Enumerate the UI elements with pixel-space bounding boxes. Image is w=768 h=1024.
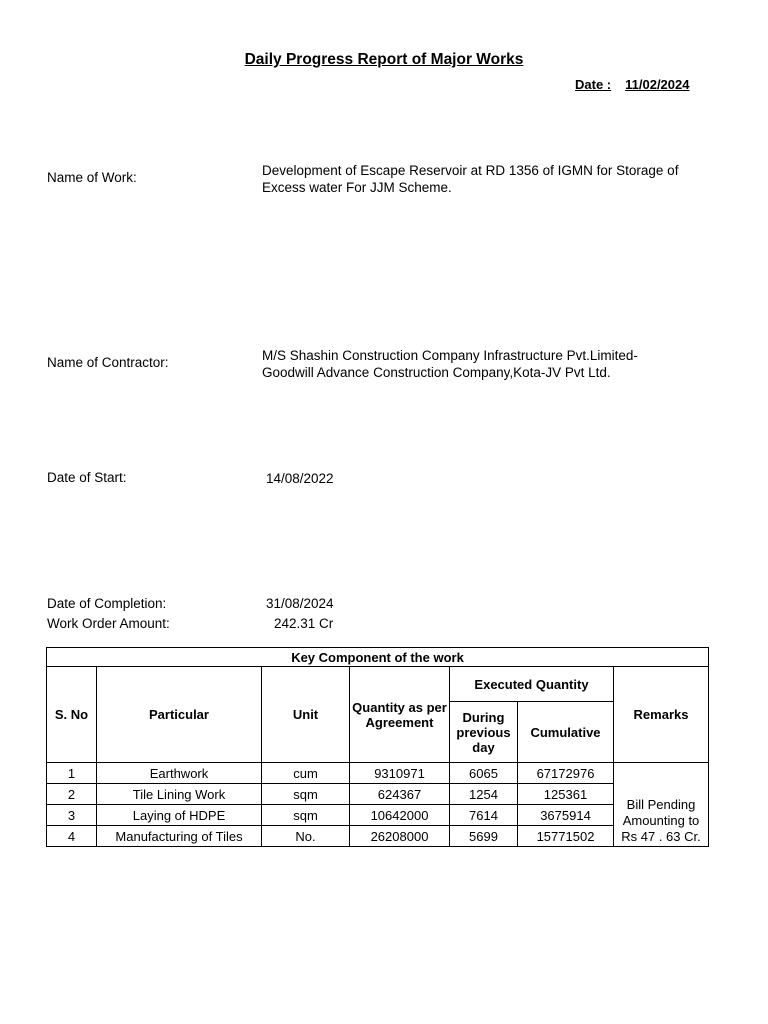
header-sno: S. No <box>47 667 97 763</box>
cell-unit: No. <box>262 826 350 847</box>
date-of-completion-label: Date of Completion: <box>47 596 167 611</box>
table-row <box>47 826 709 847</box>
cell-sno: 4 <box>47 826 97 847</box>
date-of-completion-value: 31/08/2024 <box>266 596 334 611</box>
header-unit: Unit <box>262 667 350 763</box>
table-row <box>47 763 709 784</box>
cell-cumulative: 67172976 <box>518 763 614 784</box>
table-title-row <box>47 648 709 667</box>
table-title: Key Component of the work <box>47 648 709 667</box>
name-of-contractor-label: Name of Contractor: <box>47 355 169 370</box>
cell-particular: Manufacturing of Tiles <box>97 826 262 847</box>
cell-remarks: Bill Pending Amounting to Rs 47 . 63 Cr. <box>614 763 709 847</box>
header-particular: Particular <box>97 667 262 763</box>
table-row <box>47 784 709 805</box>
table-header-row <box>47 667 709 702</box>
header-cumulative: Cumulative <box>518 702 614 763</box>
date-value: 11/02/2024 <box>625 77 690 92</box>
cell-unit: sqm <box>262 805 350 826</box>
cell-unit: cum <box>262 763 350 784</box>
table-row <box>47 805 709 826</box>
cell-cumulative: 3675914 <box>518 805 614 826</box>
cell-particular: Laying of HDPE <box>97 805 262 826</box>
work-order-amount-value: 242.31 Cr <box>274 616 334 631</box>
cell-sno: 1 <box>47 763 97 784</box>
cell-unit: sqm <box>262 784 350 805</box>
cell-particular: Earthwork <box>97 763 262 784</box>
cell-during-previous-day: 1254 <box>450 784 518 805</box>
report-title: Daily Progress Report of Major Works <box>244 51 524 68</box>
cell-qty-agreement: 10642000 <box>350 805 450 826</box>
cell-cumulative: 15771502 <box>518 826 614 847</box>
header-during-previous-day: During previous day <box>450 702 518 763</box>
report-date <box>575 77 689 92</box>
name-of-contractor-value: M/S Shashin Construction Company Infrastructure Pvt.Limited-Goodwill Advance Construction Company,Kota-JV Pvt Ltd. <box>262 348 638 380</box>
cell-during-previous-day: 5699 <box>450 826 518 847</box>
name-of-work-value: Development of Escape Reservoir at RD 1356 of IGMN for Storage of Excess water For JJM Scheme. <box>262 163 679 195</box>
key-component-table <box>46 647 709 847</box>
cell-sno: 2 <box>47 784 97 805</box>
cell-particular: Tile Lining Work <box>97 784 262 805</box>
date-label: Date : <box>575 77 612 92</box>
date-of-start-value: 14/08/2022 <box>266 471 334 486</box>
cell-during-previous-day: 7614 <box>450 805 518 826</box>
cell-qty-agreement: 9310971 <box>350 763 450 784</box>
cell-qty-agreement: 26208000 <box>350 826 450 847</box>
cell-cumulative: 125361 <box>518 784 614 805</box>
work-order-amount-label: Work Order Amount: <box>47 616 170 631</box>
date-of-start-label: Date of Start: <box>47 470 127 485</box>
cell-sno: 3 <box>47 805 97 826</box>
header-qty-agreement: Quantity as per Agreement <box>350 667 450 763</box>
cell-qty-agreement: 624367 <box>350 784 450 805</box>
header-executed-quantity: Executed Quantity <box>450 667 614 702</box>
cell-during-previous-day: 6065 <box>450 763 518 784</box>
header-remarks: Remarks <box>614 667 709 763</box>
name-of-work-label: Name of Work: <box>47 170 137 185</box>
